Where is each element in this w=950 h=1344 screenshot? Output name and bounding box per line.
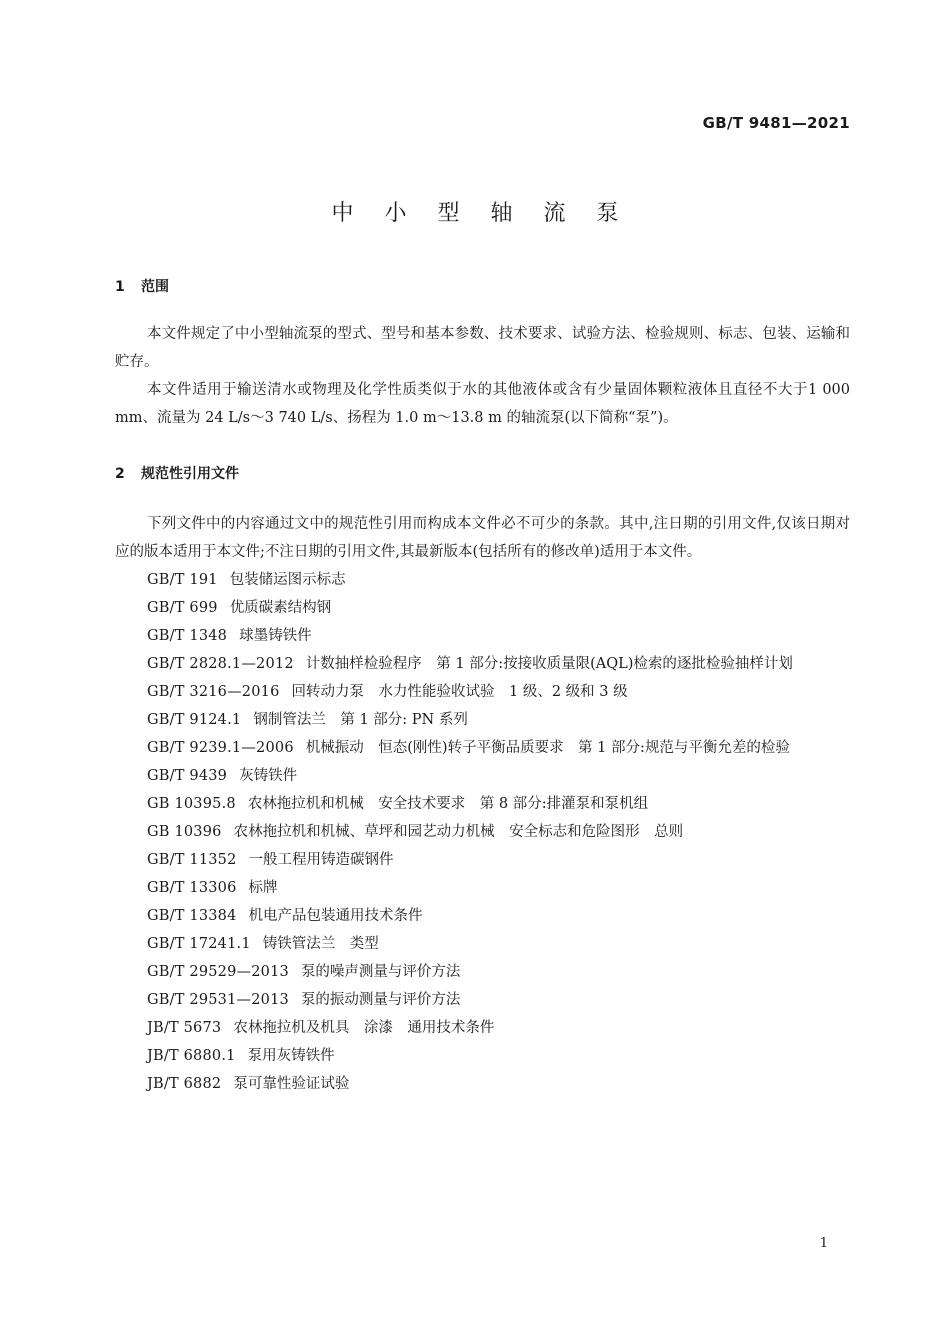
reference-title: 优质碳素结构钢 [229, 600, 332, 616]
reference-code: JB/T 6882 [147, 1076, 222, 1092]
reference-item [115, 706, 850, 734]
section-1-body [115, 320, 850, 432]
reference-title: 农林拖拉机和机械、草坪和园艺动力机械 安全标志和危险图形 总则 [233, 824, 684, 840]
reference-code: GB 10396 [147, 824, 222, 840]
reference-title: 标牌 [248, 880, 278, 896]
reference-item [115, 1042, 850, 1070]
reference-item [115, 958, 850, 986]
reference-title: 机械振动 恒态(刚性)转子平衡品质要求 第 1 部分:规范与平衡允差的检验 [305, 740, 790, 756]
paragraph: 本文件规定了中小型轴流泵的型式、型号和基本参数、技术要求、试验方法、检验规则、标志、包装、运输和贮存。 [115, 326, 850, 370]
reference-item [115, 902, 850, 930]
paragraph: 本文件适用于输送清水或物理及化学性质类似于水的其他液体或含有少量固体颗粒液体且直径不大于1 000 mm、流量为 24 L/s～3 740 L/s、扬程为 1.0 m～13.8 m 的轴流泵(以下简称“泵”)。 [115, 382, 850, 426]
reference-item [115, 594, 850, 622]
reference-title: 回转动力泵 水力性能验收试验 1 级、2 级和 3 级 [291, 684, 628, 700]
reference-title: 灰铸铁件 [239, 768, 298, 784]
page-number: 1 [819, 1236, 828, 1251]
reference-title: 一般工程用铸造碳钢件 [248, 852, 394, 868]
reference-item [115, 622, 850, 650]
reference-title: 泵的噪声测量与评价方法 [300, 964, 461, 980]
reference-title: 泵可靠性验证试验 [233, 1076, 350, 1092]
section-title: 规范性引用文件 [141, 466, 239, 482]
reference-item [115, 846, 850, 874]
section-2-heading [115, 463, 239, 483]
reference-title: 农林拖拉机和机械 安全技术要求 第 8 部分:排灌泵和泵机组 [247, 796, 649, 812]
reference-title: 包装储运图示标志 [229, 572, 346, 588]
reference-item [115, 930, 850, 958]
section-1-heading [115, 276, 169, 296]
reference-item [115, 678, 850, 706]
reference-code: GB/T 191 [147, 572, 218, 588]
reference-item [115, 818, 850, 846]
reference-code: GB/T 11352 [147, 852, 237, 868]
section-number: 2 [115, 466, 125, 482]
reference-item [115, 1070, 850, 1098]
reference-title: 泵的振动测量与评价方法 [300, 992, 461, 1008]
reference-code: GB/T 9239.1—2006 [147, 740, 294, 756]
reference-code: GB/T 2828.1—2012 [147, 656, 294, 672]
reference-code: GB/T 13306 [147, 880, 237, 896]
intro-paragraph: 下列文件中的内容通过文中的规范性引用而构成本文件必不可少的条款。其中,注日期的引用文件,仅该日期对应的版本适用于本文件;不注日期的引用文件,其最新版本(包括所有的修改单)适用于本文件。 [115, 516, 850, 560]
reference-code: GB/T 9439 [147, 768, 228, 784]
reference-title: 机电产品包装通用技术条件 [248, 908, 423, 924]
reference-item [115, 762, 850, 790]
reference-code: GB 10395.8 [147, 796, 236, 812]
document-title: 中 小 型 轴 流 泵 [331, 201, 631, 226]
reference-code: GB/T 3216—2016 [147, 684, 280, 700]
reference-code: GB/T 699 [147, 600, 218, 616]
reference-title: 泵用灰铸铁件 [247, 1048, 335, 1064]
reference-title: 铸铁管法兰 类型 [262, 936, 379, 952]
reference-item [115, 566, 850, 594]
reference-title: 钢制管法兰 第 1 部分: PN 系列 [253, 712, 468, 728]
section-title: 范围 [141, 279, 169, 295]
reference-code: JB/T 6880.1 [147, 1048, 236, 1064]
reference-code: GB/T 17241.1 [147, 936, 251, 952]
reference-code: GB/T 29529—2013 [147, 964, 289, 980]
reference-item [115, 1014, 850, 1042]
reference-item [115, 650, 850, 678]
section-number: 1 [115, 279, 125, 295]
reference-title: 计数抽样检验程序 第 1 部分:按接收质量限(AQL)检索的逐批检验抽样计划 [305, 656, 793, 672]
reference-code: GB/T 29531—2013 [147, 992, 289, 1008]
reference-title: 球墨铸铁件 [239, 628, 312, 644]
reference-title: 农林拖拉机及机具 涂漆 通用技术条件 [233, 1020, 495, 1036]
reference-item [115, 734, 850, 762]
section-2-body [115, 510, 850, 1098]
reference-item [115, 874, 850, 902]
reference-code: GB/T 13384 [147, 908, 237, 924]
reference-code: GB/T 1348 [147, 628, 228, 644]
reference-item [115, 790, 850, 818]
reference-item [115, 986, 850, 1014]
standard-code: GB/T 9481—2021 [702, 114, 850, 132]
reference-code: GB/T 9124.1 [147, 712, 242, 728]
reference-code: JB/T 5673 [147, 1020, 222, 1036]
reference-list [115, 566, 850, 1098]
